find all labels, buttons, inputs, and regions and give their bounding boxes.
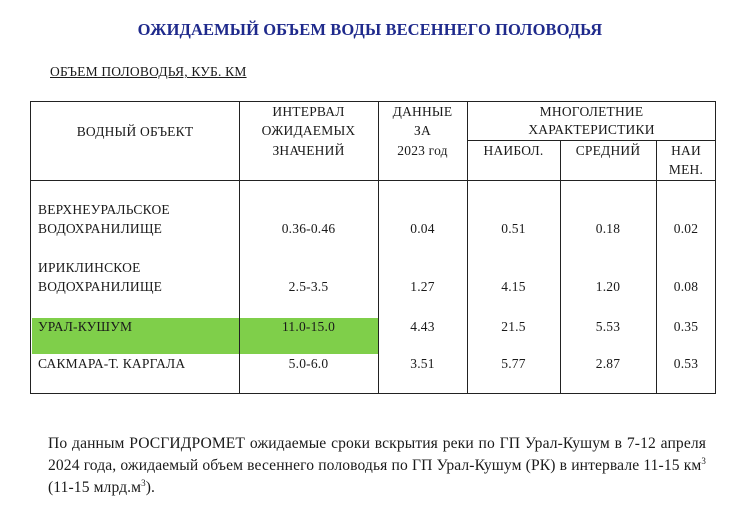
row3-2023: 4.43 (410, 319, 435, 334)
row4-avg: 2.87 (595, 356, 621, 371)
header-multi-line1: МНОГОЛЕТНИЕ (539, 104, 644, 119)
header-multi-line2: ХАРАКТЕРИСТИКИ (528, 122, 655, 137)
row2-max: 4.15 (501, 279, 526, 294)
row4-2023: 3.51 (410, 356, 435, 371)
row3-name: УРАЛ-КУШУМ (38, 319, 133, 334)
table-subtitle: ОБЪЕМ ПОЛОВОДЬЯ, КУБ. КМ (50, 64, 247, 79)
row1-avg: 0.18 (595, 221, 621, 236)
header-data-line3: 2023 год (397, 143, 448, 158)
row4-max: 5.77 (501, 356, 526, 371)
header-interval-line3: ЗНАЧЕНИЙ (272, 143, 345, 158)
row4-name: САКМАРА-Т. КАРГАЛА (38, 356, 186, 371)
row4-interval: 5.0-6.0 (288, 356, 329, 371)
header-max: НАИБОЛ. (483, 143, 544, 158)
header-data-line2: ЗА (414, 123, 431, 138)
header-object: ВОДНЫЙ ОБЪЕКТ (76, 124, 194, 139)
row3-min: 0.35 (673, 319, 699, 334)
row2-min: 0.08 (673, 279, 699, 294)
row1-min: 0.02 (673, 221, 699, 236)
flood-volume-table (30, 101, 716, 394)
row1-name-line2: ВОДОХРАНИЛИЩЕ (38, 221, 163, 236)
header-interval-line1: ИНТЕРВАЛ (272, 104, 345, 119)
row1-max: 0.51 (501, 221, 526, 236)
header-divider (31, 180, 716, 181)
page-title: ОЖИДАЕМЫЙ ОБЪЕМ ВОДЫ ВЕСЕННЕГО ПОЛОВОДЬЯ (137, 20, 603, 39)
row3-avg: 5.53 (595, 319, 621, 334)
header-data-line1: ДАННЫЕ (392, 104, 453, 119)
row1-name-line1: ВЕРХНЕУРАЛЬСКОЕ (38, 202, 170, 217)
footer-text-mid: (11-15 млрд.м (48, 479, 142, 496)
row3-max: 21.5 (501, 319, 526, 334)
footer-sup-1: 3 (701, 455, 706, 466)
header-avg: СРЕДНИЙ (575, 143, 641, 158)
row2-avg: 1.20 (595, 279, 621, 294)
footer-sup-2: 3 (141, 477, 146, 488)
row3-interval: 11.0-15.0 (281, 319, 336, 334)
row2-name-line2: ВОДОХРАНИЛИЩЕ (38, 279, 163, 294)
row1-interval: 0.36-0.46 (281, 221, 336, 236)
header-interval-line2: ОЖИДАЕМЫХ (261, 123, 356, 138)
row4-min: 0.53 (673, 356, 699, 371)
row2-2023: 1.27 (410, 279, 435, 294)
footer-text-end: ). (145, 479, 156, 496)
row1-2023: 0.04 (410, 221, 435, 236)
header-min-line2: МЕН. (668, 162, 704, 177)
header-min-line1: НАИ (671, 143, 701, 158)
footer-paragraph (48, 433, 706, 499)
footer-text: По данным РОСГИДРОМЕТ ожидаемые сроки вскрытия реки по ГП Урал-Кушум в 7-12 апреля 2024 года, ожидаемый объем весеннего половодья по ГП Урал-Кушум (РК) в интервале 11-15 км (48, 435, 706, 474)
row2-interval: 2.5-3.5 (288, 279, 329, 294)
subheader-divider (467, 140, 716, 141)
row2-name-line1: ИРИКЛИНСКОЕ (38, 260, 141, 275)
